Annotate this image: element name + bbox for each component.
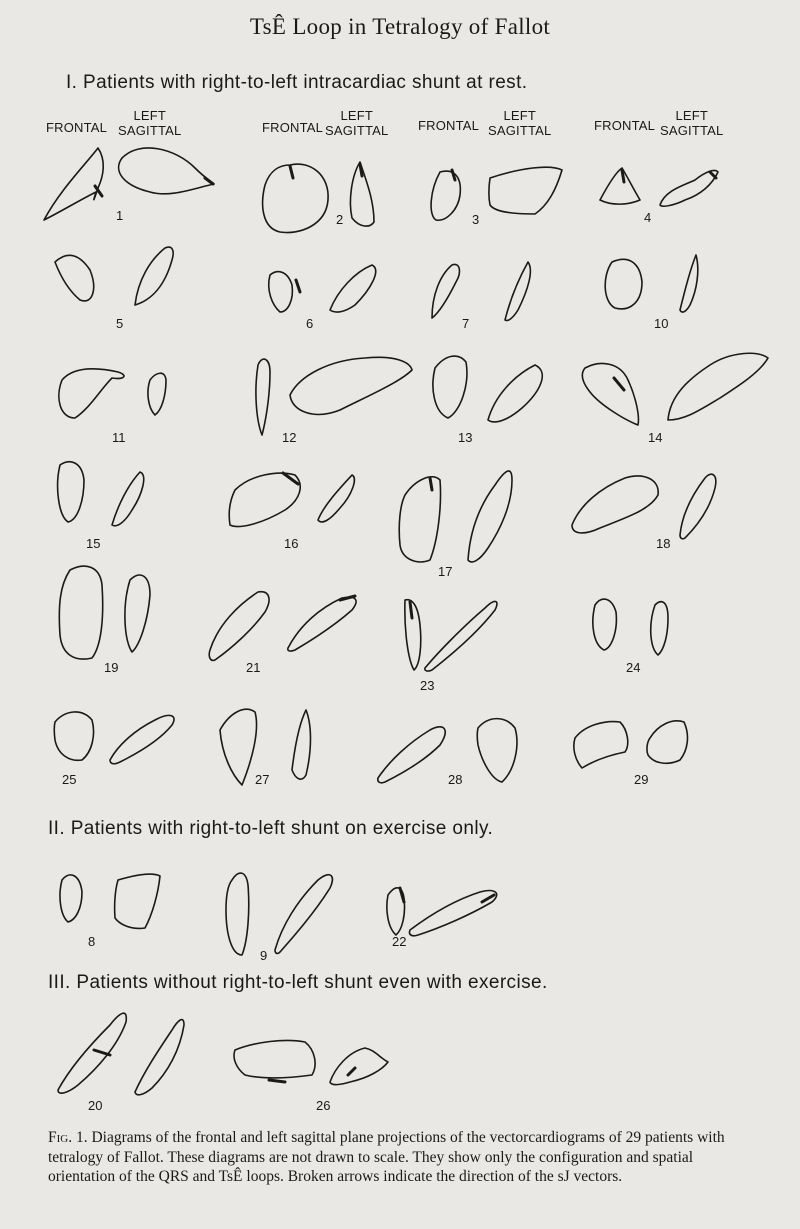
patient-number: 20 [88,1098,103,1113]
loop-6-frontal [269,272,293,312]
sagittal-label: SAGITTAL [325,123,389,138]
patient-number: 27 [255,772,270,787]
caption-label: Fig. 1. [48,1129,88,1146]
loop-21-sagittal [288,597,356,651]
loop-19-sagittal [125,575,150,652]
loop-10-sagittal [680,255,698,312]
patient-number: 11 [112,430,126,445]
patient-number: 2 [336,212,344,227]
loop-20-frontal [58,1013,126,1093]
loop-28-sagittal [477,719,517,782]
patient-number: 1 [116,208,124,223]
left-label: LEFT [503,108,537,123]
patient-number: 21 [246,660,261,675]
patient-number: 10 [654,316,669,331]
loop-23-frontal [405,600,421,670]
loop-18-sagittal [680,474,716,539]
loop-10-frontal [605,259,642,309]
loop-8-frontal [60,875,82,922]
section-heading-1: I. Patients with right-to-left intracardiac shunt at rest. [66,72,528,93]
loop-16-frontal [229,473,300,526]
patient-number: 26 [316,1098,331,1113]
patient-number: 6 [306,316,314,331]
loop-3-sagittal [489,167,562,214]
loop-26-sagittal [330,1048,388,1085]
sagittal-label: SAGITTAL [488,123,552,138]
loop-13-sagittal [488,365,542,422]
left-label: LEFT [340,108,374,123]
loop-6-sagittal [330,265,376,312]
loop-18-frontal [572,476,658,533]
loop-19-frontal [59,566,102,659]
patient-number: 7 [462,316,470,331]
patient-number: 15 [86,536,101,551]
sagittal-label: SAGITTAL [660,123,724,138]
figure-title: TsÊ Loop in Tetralogy of Fallot [249,14,551,39]
loop-29-sagittal [647,721,688,763]
figure-caption [48,1128,760,1187]
loop-12-sagittal [290,357,412,414]
patient-number: 12 [282,430,297,445]
loop-17-sagittal [468,471,512,562]
patient-number: 23 [420,678,435,693]
loop-7-sagittal [505,262,530,321]
frontal-header: FRONTAL [418,118,480,133]
loop-27-sagittal [292,710,311,779]
patient-number: 16 [284,536,299,551]
loop-16-sagittal [318,475,354,522]
patient-number: 4 [644,210,652,225]
loop-28-frontal [378,727,445,783]
loop-24-frontal [593,599,617,650]
patient-number: 28 [448,772,463,787]
loop-26-frontal [234,1040,315,1078]
frontal-header: FRONTAL [262,120,324,135]
patient-number: 25 [62,772,77,787]
loop-9-sagittal [275,875,332,954]
loop-1-sagittal [119,148,214,194]
loop-12-frontal [256,359,270,435]
loop-23-sagittal [425,601,497,671]
loop-8-sagittal [115,874,160,928]
caption-text: Diagrams of the frontal and left sagittal plane projections of the vectorcardiograms of 29 patients with tetralogy of Fallot. These diagrams are not drawn to scale. They show only the configuration and spatial orientation of the QRS and TsÊ loops. Broken arrows indicate the direction of the sJ vectors. [48,1129,725,1185]
loop-25-frontal [54,712,93,760]
loop-15-sagittal [112,472,144,526]
patient-number: 17 [438,564,453,579]
loop-5-sagittal [135,247,173,305]
patient-number: 18 [656,536,671,551]
loop-4-sagittal [660,170,718,206]
loop-25-sagittal [110,715,174,763]
patient-number: 3 [472,212,480,227]
loop-29-frontal [574,722,628,768]
loop-20-sagittal [135,1020,184,1095]
frontal-header: FRONTAL [46,120,108,135]
sagittal-label: SAGITTAL [118,123,182,138]
loop-13-frontal [433,356,467,418]
section-heading-2: II. Patients with right-to-left shunt on exercise only. [48,818,494,839]
loop-11-frontal [59,369,124,418]
loop-11-sagittal [148,373,166,415]
patient-number: 24 [626,660,641,675]
loop-5-frontal [55,255,94,301]
loop-22-sagittal [409,891,496,936]
patient-number: 5 [116,316,124,331]
loop-14-sagittal [668,353,768,420]
patient-number: 9 [260,948,268,963]
left-label: LEFT [675,108,709,123]
patient-number: 22 [392,934,407,949]
loop-1-frontal [44,148,103,220]
loop-24-sagittal [651,602,668,655]
section-heading-3: III. Patients without right-to-left shunt even with exercise. [48,972,548,993]
patient-number: 13 [458,430,473,445]
patient-number: 8 [88,934,96,949]
loop-4-frontal [600,168,640,204]
frontal-header: FRONTAL [594,118,656,133]
patient-number: 19 [104,660,119,675]
loop-14-frontal [582,364,638,425]
loop-2-frontal [263,164,329,232]
loop-9-frontal [226,873,249,955]
patient-number: 29 [634,772,649,787]
patient-number: 14 [648,430,663,445]
left-label: LEFT [133,108,167,123]
loop-15-frontal [58,462,84,522]
loop-21-frontal [209,592,269,661]
loop-17-frontal [399,477,440,562]
loop-27-frontal [220,709,257,785]
loop-7-frontal [432,264,459,318]
